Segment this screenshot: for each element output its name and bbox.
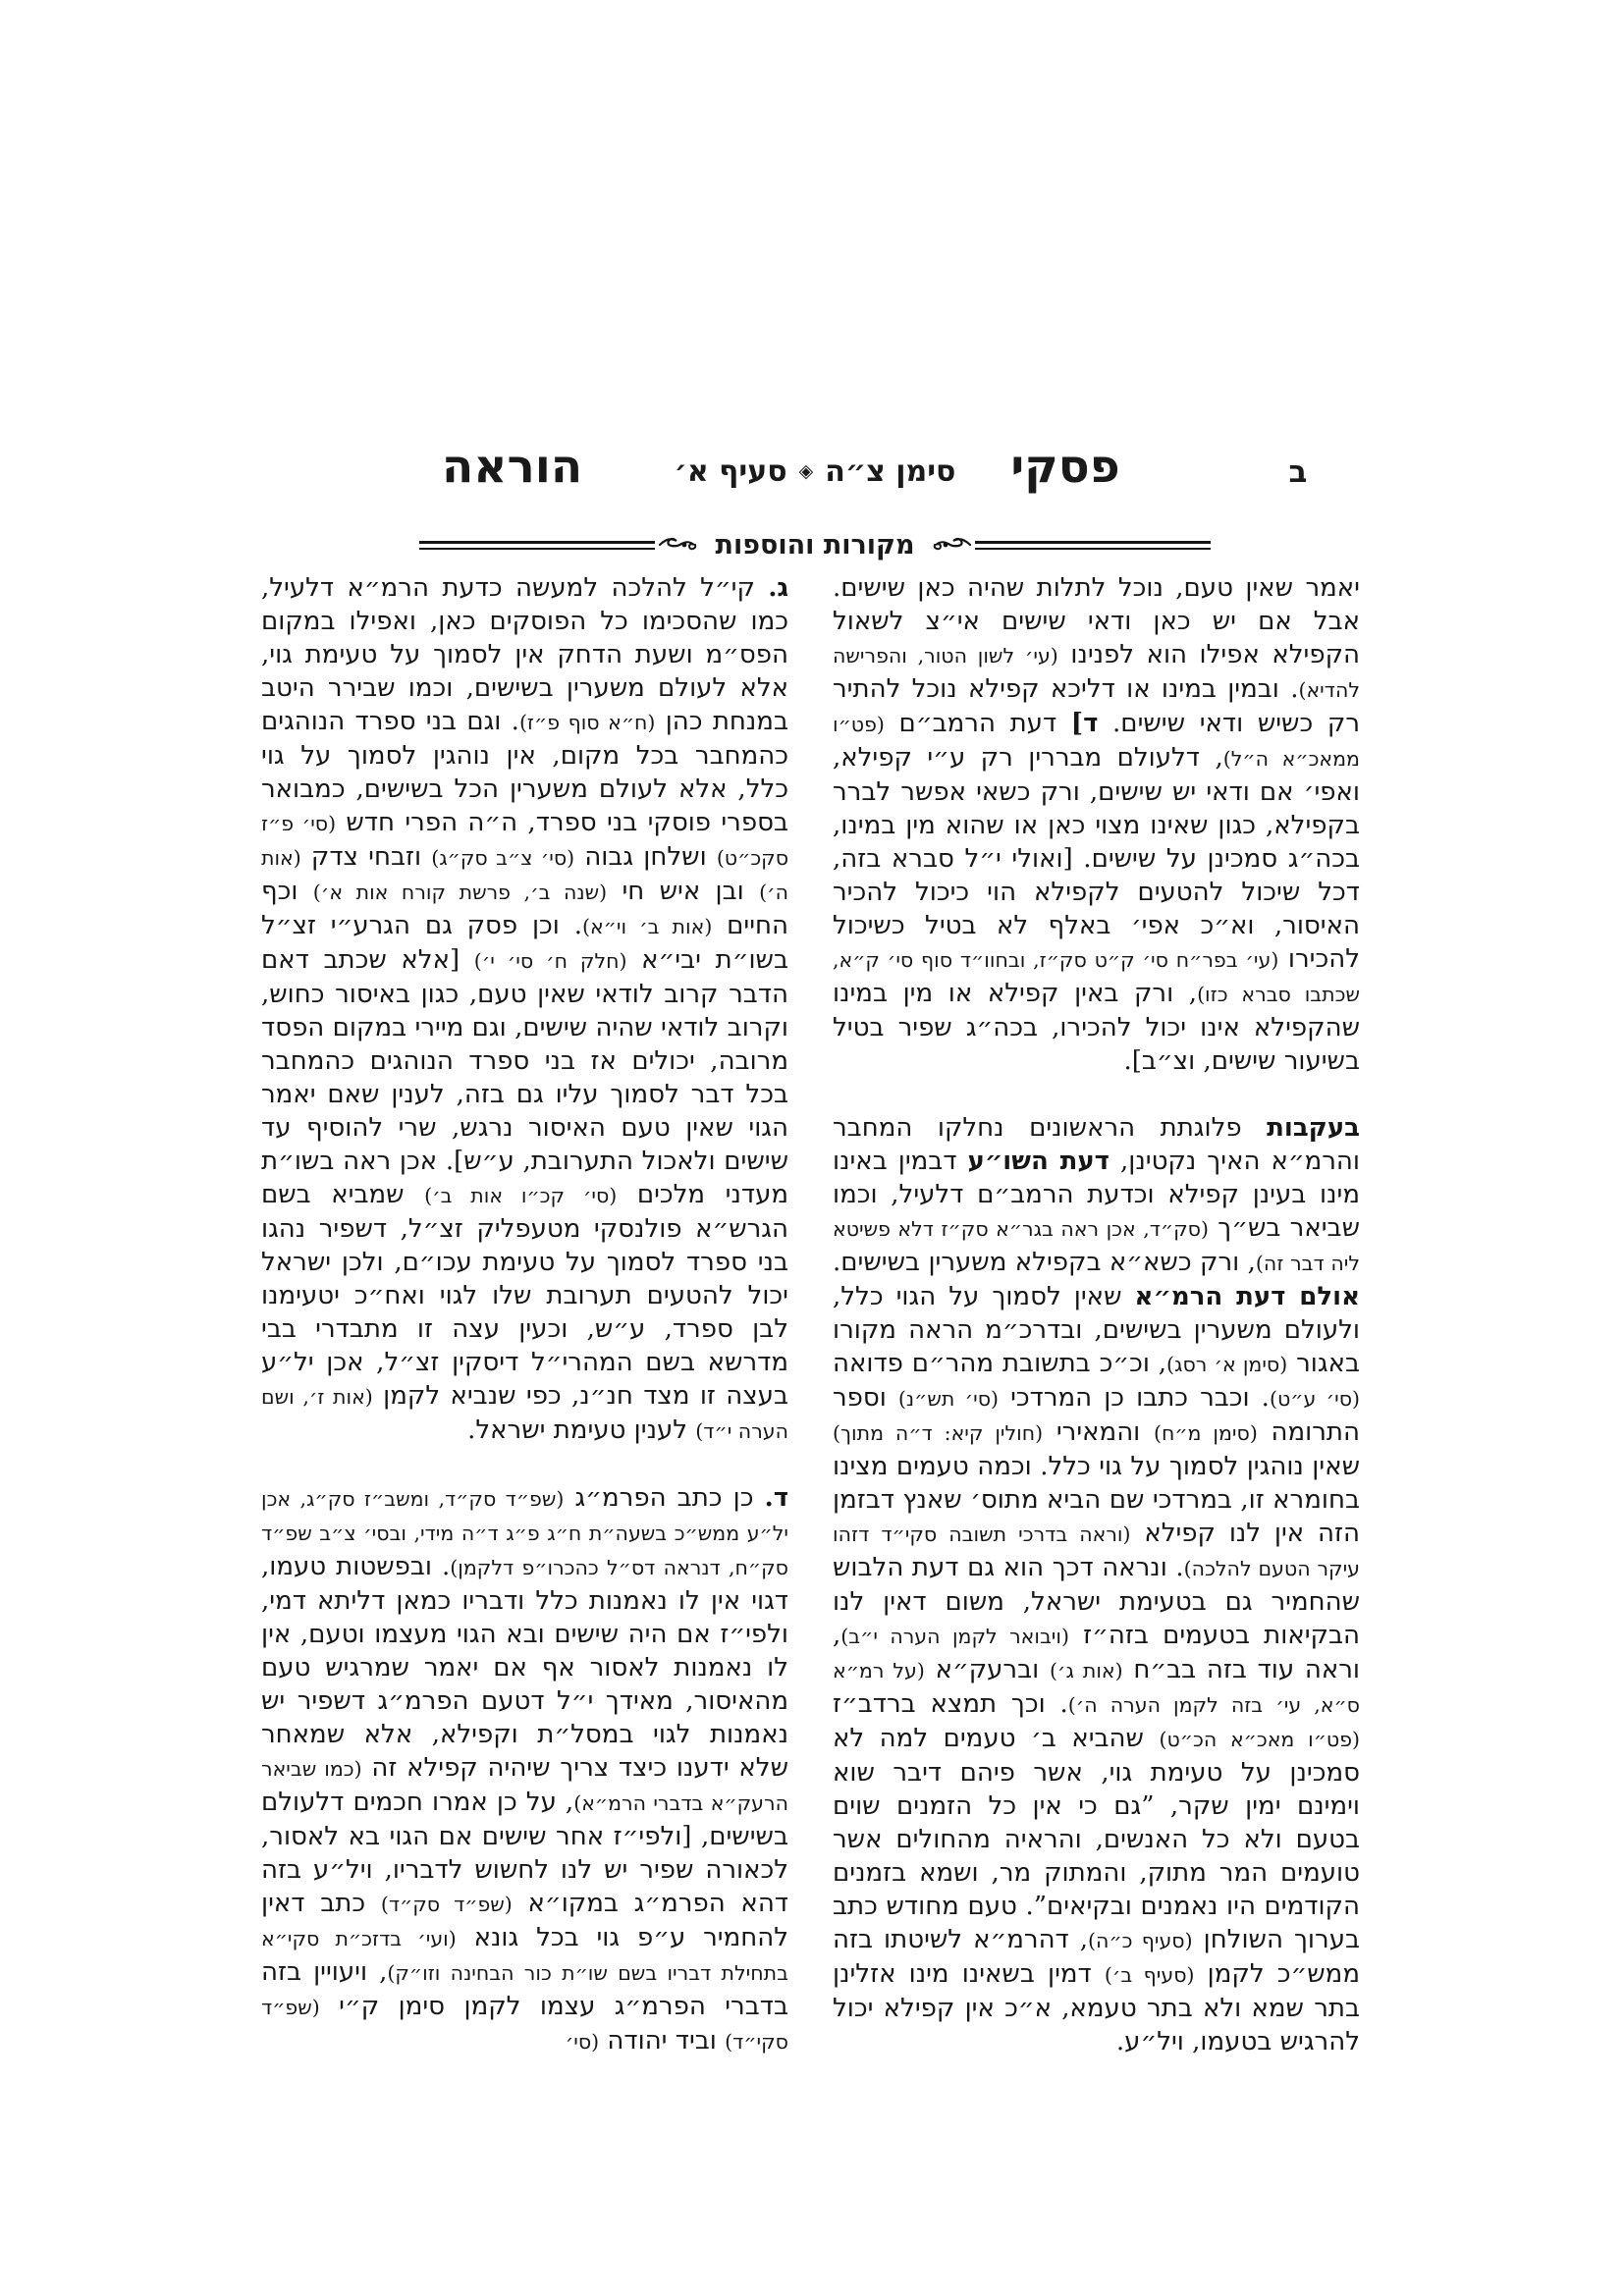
divider-rule <box>975 541 1211 550</box>
book-title-word-right: פסקי <box>1010 440 1120 494</box>
divider-rule <box>419 541 655 550</box>
flourish-icon <box>932 533 971 557</box>
note-paragraph: יאמר שאין טעם, נוכל לתלות שהיה כאן שישים. אבל אם יש כאן ודאי שישים אי״צ לשאול הקפילא אפילו הוא לפנינו (עי׳ לשון הטור, והפרישה להדיא). ובמין במינו או דליכא קפילא נוכל להתיר רק כשיש ודאי שישים. ד] דעת הרמב״ם (פט״ו ממאכ״א ה״ל), דלעולם מבררין רק ע״י קפילא, ואפי׳ אם ודאי יש שישים, ורק כשאי אפשר לברר בקפילא, כגון שאינו מצוי כאן או שהוא מין במינו, בכה״ג סמכינן על שישים. [ואולי י״ל סברא בזה, דכל שיכול להטעים לקפילא הוי כיכול להכיר האיסור, וא״כ אפי׳ באלף לא בטיל כשיכול להכירו (עי׳ בפר״ח סי׳ ק״ט סק״ז, ובחוו״ד סוף סי׳ ק״א, שכתבו סברא כזו), ורק באין קפילא או מין במינו שהקפילא אינו יכול להכירו, בכה״ג שפיר בטיל בשיעור שישים, וצ״ב]. <box>833 573 1360 1076</box>
siman-heading <box>599 454 1031 489</box>
seif-label: סעיף א׳ <box>674 454 787 489</box>
section-divider <box>419 528 1211 561</box>
section-heading: מקורות והוספות <box>715 529 915 561</box>
book-title-word-left: הוראה <box>442 440 583 494</box>
siman-label: סימן צ״ה <box>825 454 956 489</box>
column-left <box>261 571 788 2092</box>
column-right <box>833 571 1360 2092</box>
flourish-icon <box>659 533 698 557</box>
note-paragraph: ד. כן כתב הפרמ״ג (שפ״ד סק״ד, ומשב״ז סק״ג, אכן יל״ע ממש״כ בשעה״ת ח״ג פ״ג ד״ה מידי, ובסי׳ צ״ב שפ״ד סק״ח, דנראה דס״ל כהכרו״פ דלקמן). ובפשטות טעמו, דגוי אין לו נאמנות כלל ודבריו כמאן דליתא דמי, ולפי״ז אם היה שישים ובא הגוי מעצמו וטעם, אין לו נאמנות לאסור אף אם יאמר שמרגיש טעם מהאיסור, מאידך י״ל דטעם הפרמ״ג דשפיר יש נאמנות לגוי במסל״ת וקפילא, אלא שמאחר שלא ידענו כיצד צריך שיהיה קפילא זה (כמו שביאר הרעק״א בדברי הרמ״א), על כן אמרו חכמים דלעולם בשישים, [ולפי״ז אחר שישים אם הגוי בא לאסור, לכאורה שפיר יש לנו לחשוש לדבריו, ויל״ע בזה דהא הפרמ״ג במקו״א (שפ״ד סק״ד) כתב דאין להחמיר ע״פ גוי בכל גונא (ועי׳ בדזכ״ת סקי״א בתחילת דבריו בשם שו״ת כור הבחינה וזו״ק), ויעויין בזה בדברי הפרמ״ג עצמו לקמן סימן ק״י (שפ״ד סקי״ד) וביד יהודה (סי׳ <box>261 1483 788 2056</box>
page-number: ב <box>1288 454 1308 490</box>
note-paragraph: בעקבות פלוגתת הראשונים נחלקו המחבר והרמ״א האיך נקטינן, דעת השו״ע דבמין באינו מינו בעינן קפילא וכדעת הרמב״ם דלעיל, וכמו שביאר בש״ך (סק״ד, אכן ראה בגר״א סק״ז דלא פשיטא ליה דבר זה), ורק כשא״א בקפילא משערין בשישים. אולם דעת הרמ״א שאין לסמוך על הגוי כלל, ולעולם משערין בשישים, ובדרכ״מ הראה מקורו באגור (סימן א׳ רסג), וכ״כ בתשובת מהר״ם פדואה (סי׳ ע״ט). וכבר כתבו כן המרדכי (סי׳ תש״נ) וספר התרומה (סימן מ״ח) והמאירי (חולין קיא: ד״ה מתוך) שאין נוהגין לסמוך על גוי כלל. וכמה טעמים מצינו בחומרא זו, במרדכי שם הביא מתוס׳ שאנץ דבזמן הזה אין לנו קפילא (וראה בדרכי תשובה סקי״ד דזהו עיקר הטעם להלכה). ונראה דכך הוא גם דעת הלבוש שהחמיר גם בטעימת ישראל, משום דאין לנו הבקיאות בטעמים בזה״ז (ויבואר לקמן הערה י״ב), וראה עוד בזה בב״ח (אות ג׳) וברעק״א (על רמ״א ס״א, עי׳ בזה לקמן הערה ה׳). וכך תמצא ברדב״ז (פט״ו מאכ״א הכ״ט) שהביא ב׳ טעמים למה לא סמכינן על טעימת גוי, אשר פיהם דיבר שוא וימינם ימין שקר, ”גם כי אין כל הזמנים שוים בטעם ולא כל האנשים, והראיה מהחולים אשר טועמים המר מתוק, והמתוק מר, ושמא בזמנים הקודמים היו נאמנים ובקיאים”. טעם מחודש כתב בערוך השולחן (סעיף כ״ה), דהרמ״א לשיטתו בזה ממש״כ לקמן (סעיף ב׳) דמין בשאינו מינו אזלינן בתר שמא ולא בתר טעמא, א״כ אין קפילא יכול להרגיש בטעמו, ויל״ע. <box>833 1113 1361 2056</box>
diamond-ornament-icon: ◈ <box>798 460 814 482</box>
note-paragraph: ג. קי״ל להלכה למעשה כדעת הרמ״א דלעיל, כמו שהסכימו כל הפוסקים כאן, ואפילו במקום הפס״מ ושעת הדחק אין לסמוך על טעימת גוי, אלא לעולם משערין בשישים, וכמו שבירר היטב במנחת כהן (ח״א סוף פ״ז). וגם בני ספרד הנוהגים כהמחבר בכל מקום, אין נוהגין לסמוך על גוי כלל, אלא לעולם משערין הכל בשישים, כמבואר בספרי פוסקי בני ספרד, ה״ה הפרי חדש (סי׳ פ״ז סקכ״ט) ושלחן גבוה (סי׳ צ״ב סק״ג) וזבחי צדק (אות ה׳) ובן איש חי (שנה ב׳, פרשת קורח אות א׳) וכף החיים (אות ב׳ וי״א). וכן פסק גם הגרע״י זצ״ל בשו״ת יבי״א (חלק ח׳ סי׳ י׳) [אלא שכתב דאם הדבר קרוב לודאי שאין טעם, כגון באיסור כחוש, וקרוב לודאי שהיה שישים, וגם מיירי במקום הפסד מרובה, יכולים אז בני ספרד הנוהגים כהמחבר בכל דבר לסמוך עליו גם בזה, לענין שאם יאמר הגוי שאין טעם האיסור נרגש, שרי להוסיף עד שישים ולאכול התערובת, ע״ש]. אכן ראה בשו״ת מעדני מלכים (סי׳ קכ״ו אות ב׳) שמביא בשם הגרש״א פולנסקי מטעפליק זצ״ל, דשפיר נהגו בני ספרד לסמוך על טעימת עכו״ם, ולכן ישראל יכול להטעים תערובת שלו לגוי ואח״כ יטעימנו לבן ספרד, ע״ש, וכעין עצה זו מתבדרי בבי מדרשא בשם המהרי״ל דיסקין זצ״ל, אכן יל״ע בעצה זו מצד חנ״נ, כפי שנביא לקמן (אות ז׳, ושם הערה י״ד) לענין טעימת ישראל. <box>261 573 789 1445</box>
